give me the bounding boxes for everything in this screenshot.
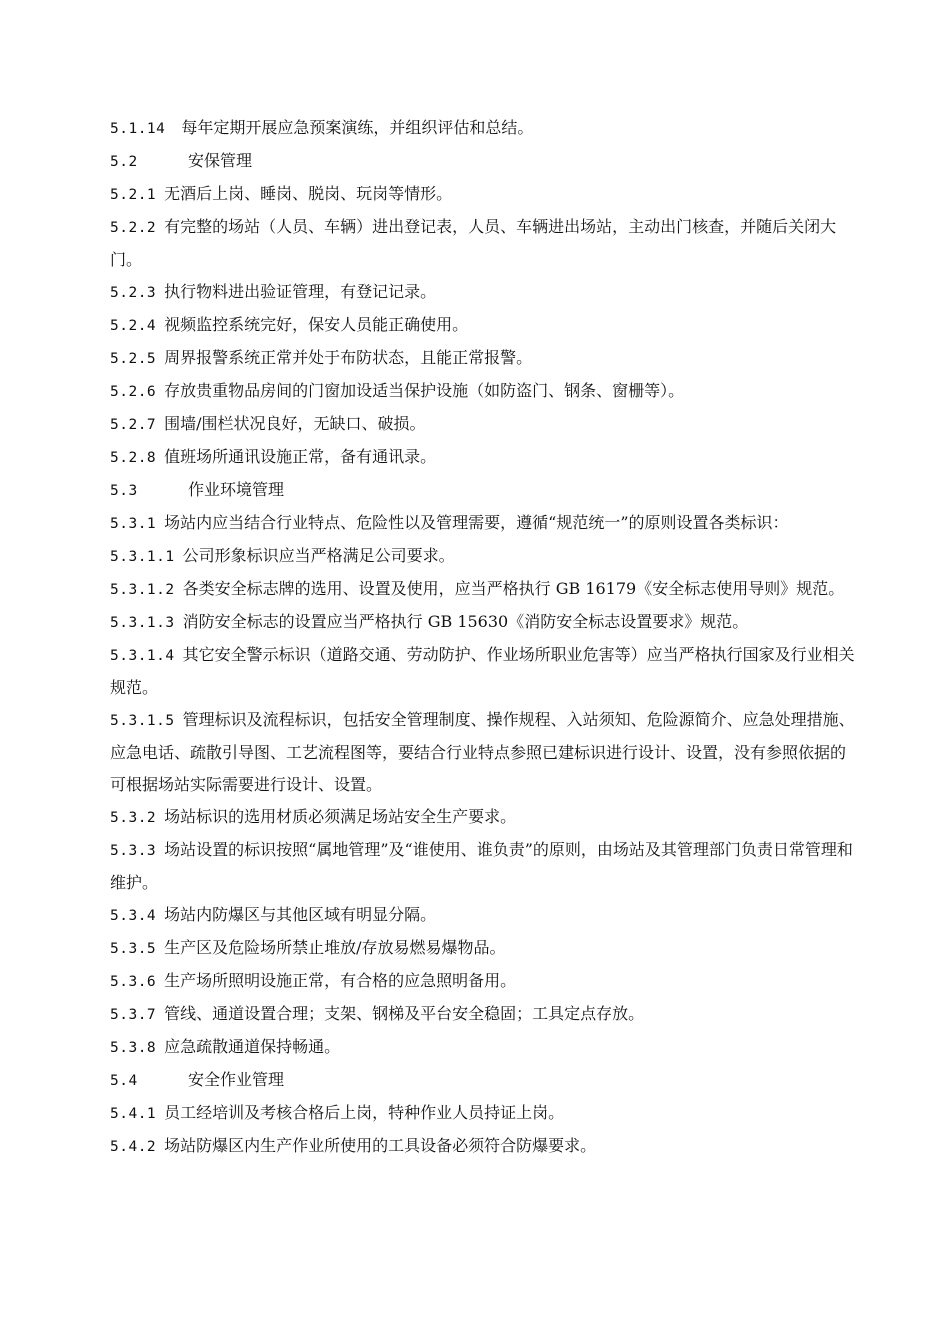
- clause-text: 其它安全警示标识（道路交通、劳动防护、作业场所职业危害等）应当严格执行国家及行业相关规范。: [110, 645, 855, 697]
- clause-number: 5.4.1: [110, 1106, 157, 1122]
- clause-number: 5.2.8: [110, 450, 157, 466]
- clause-number: 5.3.2: [110, 810, 157, 826]
- clause-number: 5.3.1.3: [110, 615, 175, 631]
- clause-5-3-1-4: [110, 639, 855, 704]
- clause-text: 管线、通道设置合理；支架、钢梯及平台安全稳固；工具定点存放。: [164, 1004, 645, 1023]
- clause-5-2-2: [110, 211, 855, 276]
- clause-text: 场站内应当结合行业特点、危险性以及管理需要，遵循“规范统一”的原则设置各类标识：: [164, 513, 789, 532]
- clause-number: 5.4.2: [110, 1139, 157, 1155]
- clause-number: 5.3.7: [110, 1007, 157, 1023]
- clause-5-3-8: [110, 1031, 855, 1064]
- clause-text: 场站防爆区内生产作业所使用的工具设备必须符合防爆要求。: [164, 1136, 597, 1155]
- clause-text: 各类安全标志牌的选用、设置及使用，应当严格执行 GB 16179《安全标志使用导则》规范。: [182, 579, 845, 598]
- clause-number: 5.3.6: [110, 974, 157, 990]
- clause-5-2-7: [110, 408, 855, 441]
- clause-5-4-2: [110, 1130, 855, 1163]
- clause-number: 5.3.8: [110, 1040, 157, 1056]
- clause-5-3-6: [110, 965, 855, 998]
- clause-number: 5.3.1.2: [110, 582, 175, 598]
- section-heading-5-3: [110, 474, 855, 507]
- clause-number: 5.2.6: [110, 384, 157, 400]
- clause-number: 5.2.4: [110, 318, 157, 334]
- clause-text: 存放贵重物品房间的门窗加设适当保护设施（如防盗门、钢条、窗栅等）。: [164, 381, 685, 400]
- clause-5-2-4: [110, 309, 855, 342]
- clause-number: 5.2.3: [110, 285, 157, 301]
- section-number: 5.3: [110, 483, 138, 499]
- clause-text: 周界报警系统正常并处于布防状态，且能正常报警。: [164, 348, 533, 367]
- section-title: 安全作业管理: [188, 1070, 285, 1089]
- clause-text: 生产区及危险场所禁止堆放/存放易燃易爆物品。: [164, 938, 506, 957]
- clause-text: 场站内防爆区与其他区域有明显分隔。: [164, 905, 437, 924]
- clause-text: 公司形象标识应当严格满足公司要求。: [182, 546, 455, 565]
- clause-5-4-1: [110, 1097, 855, 1130]
- clause-5-2-3: [110, 276, 855, 309]
- section-title: 作业环境管理: [188, 480, 285, 499]
- section-title: 安保管理: [188, 151, 253, 170]
- clause-number: 5.3.1.4: [110, 648, 175, 664]
- clause-number: 5.1.14: [110, 121, 166, 137]
- clause-number: 5.2.5: [110, 351, 157, 367]
- clause-5-2-6: [110, 375, 855, 408]
- section-heading-5-4: [110, 1064, 855, 1097]
- clause-text: 生产场所照明设施正常，有合格的应急照明备用。: [164, 971, 517, 990]
- clause-5-3-3: [110, 834, 855, 899]
- clause-5-3-7: [110, 998, 855, 1031]
- document-body: [110, 112, 855, 1163]
- clause-text: 围墙/围栏状况良好，无缺口、破损。: [164, 414, 426, 433]
- clause-text: 无酒后上岗、睡岗、脱岗、玩岗等情形。: [164, 184, 453, 203]
- clause-number: 5.3.3: [110, 843, 157, 859]
- clause-5-2-1: [110, 178, 855, 211]
- clause-number: 5.3.5: [110, 941, 157, 957]
- clause-5-3-1-5: [110, 704, 855, 801]
- clause-text: 有完整的场站（人员、车辆）进出登记表，人员、车辆进出场站，主动出门核查，并随后关闭大门。: [110, 217, 837, 269]
- clause-text: 值班场所通讯设施正常，备有通讯录。: [164, 447, 437, 466]
- clause-text: 执行物料进出验证管理，有登记记录。: [164, 282, 437, 301]
- clause-5-3-1: [110, 507, 855, 540]
- clause-5-3-1-2: [110, 573, 855, 606]
- clause-text: 视频监控系统完好，保安人员能正确使用。: [164, 315, 469, 334]
- clause-text: 应急疏散通道保持畅通。: [164, 1037, 341, 1056]
- clause-5-3-2: [110, 801, 855, 834]
- clause-number: 5.3.1.5: [110, 713, 175, 729]
- clause-number: 5.3.1: [110, 516, 157, 532]
- clause-text: 场站设置的标识按照“属地管理”及“谁使用、谁负责”的原则，由场站及其管理部门负责日常管理和维护。: [110, 840, 853, 892]
- section-heading-5-2: [110, 145, 855, 178]
- clause-text: 消防安全标志的设置应当严格执行 GB 15630《消防安全标志设置要求》规范。: [182, 612, 749, 631]
- clause-number: 5.2.7: [110, 417, 157, 433]
- clause-5-3-4: [110, 899, 855, 932]
- clause-5-2-5: [110, 342, 855, 375]
- clause-5-3-5: [110, 932, 855, 965]
- clause-number: 5.2.1: [110, 187, 157, 203]
- clause-number: 5.3.4: [110, 908, 157, 924]
- section-number: 5.4: [110, 1073, 138, 1089]
- clause-number: 5.2.2: [110, 220, 157, 236]
- section-number: 5.2: [110, 154, 138, 170]
- clause-text: 员工经培训及考核合格后上岗，特种作业人员持证上岗。: [164, 1103, 565, 1122]
- clause-text: 每年定期开展应急预案演练，并组织评估和总结。: [181, 118, 534, 137]
- clause-text: 管理标识及流程标识，包括安全管理制度、操作规程、入站须知、危险源简介、应急处理措施、应急电话、疏散引导图、工艺流程图等，要结合行业特点参照已建标识进行设计、设置，没有参照依据的可根据场站实际需要进行设计、设置。: [110, 710, 855, 794]
- clause-5-3-1-1: [110, 540, 855, 573]
- clause-number: 5.3.1.1: [110, 549, 175, 565]
- clause-5-1-14: [110, 112, 855, 145]
- clause-5-2-8: [110, 441, 855, 474]
- clause-5-3-1-3: [110, 606, 855, 639]
- clause-text: 场站标识的选用材质必须满足场站安全生产要求。: [164, 807, 517, 826]
